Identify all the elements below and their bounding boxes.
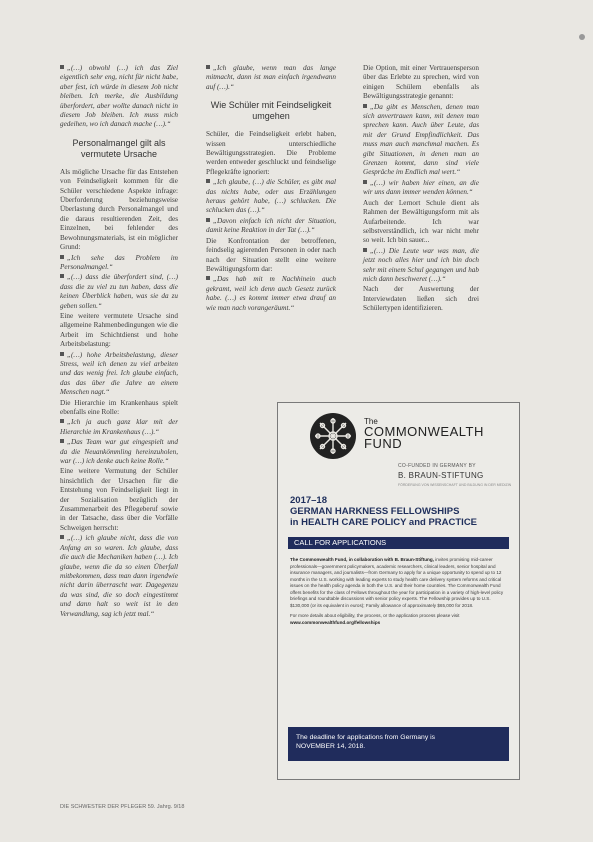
paragraph: Die Option, mit einer Vertrauensperson über das Erlebte zu sprechen, wird von einigen Schülern ebenfalls als Bewältigungsstrategie genannt: bbox=[363, 64, 479, 101]
brand-name: The COMMONWEALTH FUND bbox=[364, 417, 484, 451]
quote: „(…) wir haben hier einen, an die wir uns dann immer wenden können.“ bbox=[363, 178, 479, 197]
paragraph: Eine weitere Vermutung der Schüler hinsichtlich der Ursachen für die Entstehung von Feindseligkeit liegt in der Sozialisation bezüglich der Zusammenarbeit des Pflegeberuf sowie in der Tatsache, dass über die Vorfälle Schweigen herrscht: bbox=[60, 467, 178, 532]
paragraph: Auch der Lernort Schule dient als Rahmen der Bewältigungsform mit als Aufarbeitende. Ich war selbstverständlich, ich war nicht mehr so weit. Ich bin sauer... bbox=[363, 198, 479, 245]
quote: „Das hab mit m Nachhinein auch gekramt, weil ich denn auch Gesetz zurück habe. (…) es kommt immer etwa drauf an wie man nach vorangeräumt.“ bbox=[206, 275, 336, 312]
bullet-square-icon bbox=[206, 65, 210, 69]
quote: „Da gibt es Menschen, denen man sich anvertrauen kann, mit denen man sprechen kann. Auch über Leute, das mit der Grund Empfindlichkeit. Das muss man auch manchmal machen. Es gibt Situationen, in denen man an Grenzen kommt, dann sind viele Gespräche im Endlich mal wert.“ bbox=[363, 102, 479, 177]
commonwealth-fund-logo-icon bbox=[310, 413, 356, 459]
braun-stiftung-name: B. BRAUN-STIFTUNG bbox=[398, 471, 484, 480]
bullet-square-icon bbox=[60, 352, 64, 356]
section-heading: Wie Schüler mit Feindseligkeit umgehen bbox=[210, 100, 332, 122]
bullet-square-icon bbox=[60, 65, 64, 69]
paragraph: Eine weitere vermutete Ursache sind allgemeine Rahmenbedingungen wie die Arbeit im Schichtdienst und hohe Arbeitsbelastung: bbox=[60, 311, 178, 349]
paragraph: Nach der Auswertung der Interviewdaten ließen sich drei Schülertypen identifizieren. bbox=[363, 285, 479, 313]
bullet-square-icon bbox=[206, 276, 210, 280]
paragraph: Die Konfrontation der betroffenen, feindselig agierenden Personen in oder nach nach der Situation stellt eine weitere Bewältigungsform dar: bbox=[206, 236, 336, 273]
bullet-square-icon bbox=[363, 180, 367, 184]
call-for-applications-banner: CALL FOR APPLICATIONS bbox=[288, 537, 509, 549]
quote: „Davon einfach ich nicht der Situation, damit keine Reaktion in der Tat (…).“ bbox=[206, 216, 336, 235]
column-middle bbox=[206, 64, 336, 314]
bullet-square-icon bbox=[363, 104, 367, 108]
quote: „(…) hohe Arbeitsbelastung, dieser Stress, weil ich denen zu viel arbeiten und das wenig frei. Ich glaube einfach, das das über die Jahre an einem Menschen nagt.“ bbox=[60, 350, 178, 397]
quote: „Ich sehe das Problem im Personalmangel.“ bbox=[60, 253, 178, 271]
cofunded-label: CO-FUNDED IN GERMANY BY bbox=[398, 463, 476, 469]
page-footer: DIE SCHWESTER DER PFLEGER 59. Jahrg. 9/18 bbox=[60, 804, 185, 810]
ad-body-text: The Commonwealth Fund, in collaboration with B. Braun-Stiftung, invites promising mid-career professionals—government policymakers, academic researchers, clinical leaders, senior hospital and insurance managers, and journalists—from Germany to apply for a unique opportunity to spend up to 12 months in the U.S. working with leading experts to study health care delivery system reforms and critical issues on the health policy agenda in both the U.S. and their home countries. The Commonwealth Fund offers benefits for the class of Fellows throughout the year for participation in a variety of high-level policy briefings and roundtable discussions with senior policy experts. The Fellowship provides up to U.S. $130,000 (or its equivalent in euros); Family allowance of approximately $65,000 for 2018. For more details about eligibility, the process, or the application process please visit www.commonwealthfund.org/fellowships bbox=[290, 557, 504, 625]
quote: „(…) obwohl (…) ich das Ziel eigentlich sehr eng, nicht für nicht habe, aber fest, ich würde in diesem Job nicht bleiben. Ich merke, die Ausbildung überfordert, aber wollte danach nicht in diesem Job bleiben. Ich muss mich gedeihen, wo ich danach mache (…).“ bbox=[60, 64, 178, 129]
column-right bbox=[363, 64, 479, 315]
page-hole-mark bbox=[579, 34, 585, 40]
quote: „(…) Die Leute war was man, die jetzt noch alles hier und ich bin doch sehr mit einem Schul gegangen und hab mich dann beschweret (…).“ bbox=[363, 246, 479, 283]
quote: „(…) ich glaube nicht, dass die von Anfang an so waren. Ich glaube, dass die auch die Mechaniken haben (…). Ich glaube, wenn die da so einen Überfall mitbekommen, dass man dann irgendwie nicht darin überrascht war. Dagegenzu da was sind, die so doch eingestimmt und dann halt so weit ist in den Verwandlung, sag ich jetzt mal.“ bbox=[60, 534, 178, 618]
fellowship-link[interactable]: www.commonwealthfund.org/fellowships bbox=[290, 619, 381, 625]
braun-stiftung-subtitle: FÖRDERUNG VON WISSENSCHAFT UND BILDUNG IN DER MEDIZIN bbox=[398, 483, 512, 487]
bullet-square-icon bbox=[60, 274, 64, 278]
paragraph: Schüler, die Feindseligkeit erlebt haben, wissen unterschiedliche Bewältigungsstrategien. Die Probleme werden entweder geschluckt und feindselige Pflegekräfte ignoriert: bbox=[206, 130, 336, 176]
quote: „Ich ja auch ganz klar mit der Hierarchie im Krankenhaus (…).“ bbox=[60, 418, 178, 436]
quote: „Ich glaube, (…) die Schüler, es gibt mal das nichts habe, oder aus Erzählungen heraus gehört habe, (…) schlucken. Die schlucken das (…).“ bbox=[206, 178, 336, 215]
quote: „Das Team war gut eingespielt und da die Neuankömmling hereinzuholen, war (…) ich denke auch keine Rolle.“ bbox=[60, 438, 178, 466]
bullet-square-icon bbox=[363, 248, 367, 252]
quote: „(…) dass die überfordert sind, (…) dass die zu viel zu tun haben, dass die keinen Überblick haben, was sie da zu geben sollen.“ bbox=[60, 273, 178, 310]
fellowship-title: 2017–18 GERMAN HARKNESS FELLOWSHIPS in HEALTH CARE POLICY and PRACTICE bbox=[290, 495, 478, 528]
bullet-square-icon bbox=[60, 419, 64, 423]
paragraph: Die Hierarchie im Krankenhaus spielt ebenfalls eine Rolle: bbox=[60, 398, 178, 416]
section-heading: Personalmangel gilt als vermutete Ursache bbox=[72, 137, 166, 159]
commonwealth-fund-ad bbox=[277, 402, 520, 780]
column-left bbox=[60, 64, 178, 620]
bullet-square-icon bbox=[60, 535, 64, 539]
bullet-square-icon bbox=[206, 218, 210, 222]
bullet-square-icon bbox=[60, 439, 64, 443]
deadline-box: The deadline for applications from Germany is NOVEMBER 14, 2018. bbox=[288, 727, 509, 761]
quote: „Ich glaube, wenn man das lange mitmacht, dann ist man einfach irgendwann auf (…).“ bbox=[206, 64, 336, 91]
bullet-square-icon bbox=[60, 255, 64, 259]
paragraph: Als mögliche Ursache für das Entstehen von Feindseligkeit kommen für die Schüler verschiedene Aspekte infrage: Überforderung beziehungsweise Überlastung durch Personalmangel und die daraus resultierenden Zeit, des Einzelnen, bei fehlender des Bewohnungsmaterials, ist ein möglicher Grund: bbox=[60, 167, 178, 252]
bullet-square-icon bbox=[206, 179, 210, 183]
